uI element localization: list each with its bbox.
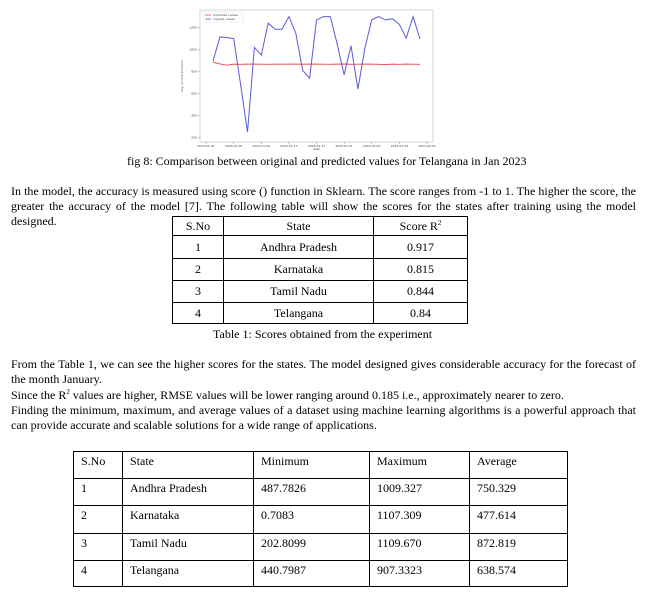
- x-tick-label: 2023-02-01: [418, 144, 436, 148]
- cell-minimum: 440.7987: [254, 561, 370, 587]
- cell-state: Tamil Nadu: [224, 281, 374, 303]
- y-tick-label: 1000: [189, 47, 197, 52]
- figure-caption: fig 8: Comparison between original and predicted values for Telangana in Jan 2023: [127, 154, 527, 168]
- paragraph-accuracy: In the model, the accuracy is measured using score () function in Sklearn. The score ranges from -1 to 1. The higher the score, the greater the accuracy of the model [7]. The following table will show the scores for the states after training using the model designed.: [11, 184, 636, 228]
- table-header-row: [74, 452, 568, 479]
- cell-sno: 4: [74, 561, 123, 587]
- cell-score: 0.815: [374, 259, 468, 281]
- header-average: Average: [470, 452, 568, 479]
- cell-maximum: 1107.309: [370, 506, 470, 534]
- header-score: Score $R^2$: [374, 217, 468, 236]
- legend-label: original values: [213, 17, 235, 21]
- y-tick-label: 1200: [189, 25, 197, 30]
- x-tick-label: 2023-01-05: [224, 144, 243, 148]
- cell-state: Andhra Pradesh: [224, 236, 374, 259]
- y-tick-label: 600: [191, 91, 197, 96]
- cell-sno: 3: [74, 534, 123, 561]
- x-tick-label: 2023-01-09: [252, 144, 270, 148]
- minmax-table: [73, 451, 568, 587]
- cell-average: 638.574: [470, 561, 568, 587]
- legend-label: predicted values: [213, 13, 238, 17]
- table-row: [173, 259, 468, 281]
- cell-state: Andhra Pradesh: [123, 479, 254, 506]
- y-tick-label: 400: [191, 113, 197, 118]
- cell-sno: 1: [173, 236, 224, 259]
- header-sno: S.No: [74, 452, 123, 479]
- table-row: [74, 534, 568, 561]
- cell-score: 0.844: [374, 281, 468, 303]
- y-tick-label: 800: [191, 69, 197, 74]
- cell-maximum: 1009.327: [370, 479, 470, 506]
- cell-minimum: 487.7826: [254, 479, 370, 506]
- paragraph-minmax: Finding the minimum, maximum, and average values of a dataset using machine learning algorithms is a powerful approach that can provide accurate and scalable solutions for a wide range of applications.: [11, 403, 636, 432]
- cell-minimum: 202.8099: [254, 534, 370, 561]
- comparison-line-chart: [0, 0, 660, 150]
- cell-score: 0.917: [374, 236, 468, 259]
- header-state: State: [123, 452, 254, 479]
- cell-score: 0.84: [374, 303, 468, 324]
- table-header-row: [173, 217, 468, 236]
- header-state: State: [224, 217, 374, 236]
- x-tick-label: 2023-01-21: [335, 144, 353, 148]
- cell-state: Telangana: [224, 303, 374, 324]
- cell-sno: 1: [74, 479, 123, 506]
- table-row: [74, 479, 568, 506]
- cell-maximum: 1109.670: [370, 534, 470, 561]
- cell-sno: 2: [74, 506, 123, 534]
- plot-area: [200, 10, 433, 142]
- x-tick-label: 2023-01-13: [280, 144, 298, 148]
- table-row: [74, 561, 568, 587]
- header-maximum: Maximum: [370, 452, 470, 479]
- y-axis-label: Avg. of CO2 emission: [180, 60, 184, 92]
- cell-sno: 2: [173, 259, 224, 281]
- table-caption: Table 1: Scores obtained from the experiment: [213, 327, 433, 341]
- scores-table: [172, 216, 468, 324]
- header-sno: S.No: [173, 217, 224, 236]
- table-row: [173, 303, 468, 324]
- y-tick-label: 200: [191, 135, 197, 140]
- header-minimum: Minimum: [254, 452, 370, 479]
- cell-average: 750.329: [470, 479, 568, 506]
- table-row: [173, 236, 468, 259]
- x-tick-label: 2023-01-01: [197, 144, 215, 148]
- table-row: [74, 506, 568, 534]
- cell-state: Telangana: [123, 561, 254, 587]
- cell-state: Karnataka: [224, 259, 374, 281]
- x-axis-label: date: [313, 147, 320, 150]
- paragraph-table-discussion: From the Table 1, we can see the higher scores for the states. The model designed gives considerable accuracy for the forecast of the month January.: [11, 357, 636, 386]
- table-row: [173, 281, 468, 303]
- cell-sno: 4: [173, 303, 224, 324]
- cell-state: Tamil Nadu: [123, 534, 254, 561]
- cell-maximum: 907.3323: [370, 561, 470, 587]
- paragraph-rmse: Since the $R^2$ values are higher, RMSE values will be lower ranging around 0.185 i.e., approximately nearer to zero.: [11, 388, 564, 402]
- x-tick-label: 2023-01-29: [390, 144, 409, 148]
- x-tick-label: 2023-01-25: [363, 144, 381, 148]
- cell-average: 872.819: [470, 534, 568, 561]
- cell-state: Karnataka: [123, 506, 254, 534]
- cell-average: 477.614: [470, 506, 568, 534]
- x-tick-label: 2023-01-17: [307, 144, 326, 148]
- cell-sno: 3: [173, 281, 224, 303]
- cell-minimum: 0.7083: [254, 506, 370, 534]
